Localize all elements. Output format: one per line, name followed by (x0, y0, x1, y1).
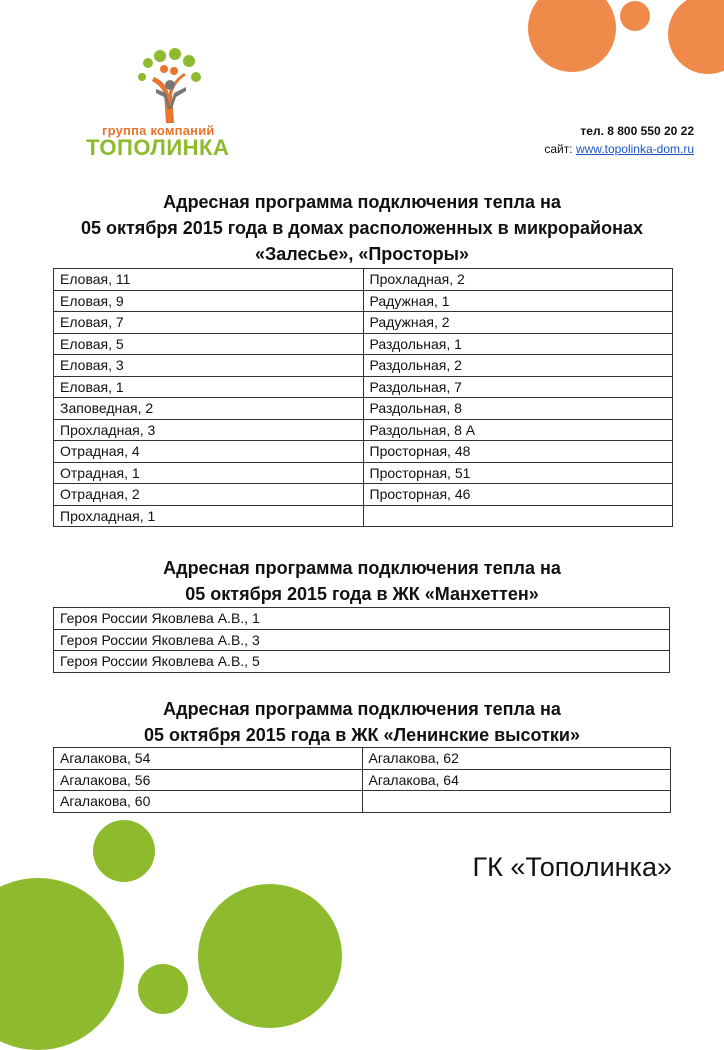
site-label: сайт: (544, 142, 573, 156)
company-logo (86, 47, 252, 159)
table-row (54, 290, 673, 312)
phone-number: тел. 8 800 550 20 22 (580, 124, 694, 138)
title-line: Адресная программа подключения тепла на (163, 558, 561, 578)
address-cell: Героя России Яковлева А.В., 1 (54, 608, 670, 630)
address-cell: Заповедная, 2 (54, 398, 364, 420)
table-row (54, 608, 670, 630)
logo-subtitle: группа компаний (102, 123, 215, 138)
address-cell: Еловая, 7 (54, 312, 364, 334)
address-cell: Просторная, 51 (363, 462, 673, 484)
signature-company: ГК «Тополинка» (472, 852, 672, 882)
title-line: 05 октября 2015 года в ЖК «Манхеттен» (185, 584, 539, 604)
address-cell: Раздольная, 8 (363, 398, 673, 420)
decor-circle-edge-orange (668, 0, 724, 74)
address-cell: Просторная, 48 (363, 441, 673, 463)
address-cell: Агалакова, 64 (362, 769, 671, 791)
section-title-leninskie (0, 696, 724, 748)
address-cell: Агалакова, 56 (54, 769, 363, 791)
decor-circle-small-orange (620, 1, 650, 31)
table-row (54, 333, 673, 355)
address-cell: Агалакова, 54 (54, 748, 363, 770)
address-cell: Прохладная, 3 (54, 419, 364, 441)
logo-brand-name: ТОПОЛИНКА (86, 135, 230, 160)
table-row (54, 355, 673, 377)
address-cell: Отрадная, 2 (54, 484, 364, 506)
decor-circle-green-3 (198, 884, 342, 1028)
address-cell: Раздольная, 2 (363, 355, 673, 377)
address-cell: Раздольная, 7 (363, 376, 673, 398)
address-cell: Еловая, 9 (54, 290, 364, 312)
address-cell: Героя России Яковлева А.В., 3 (54, 629, 670, 651)
table-row (54, 651, 670, 673)
section-title-manhattan (0, 555, 724, 607)
decor-circle-large-orange (528, 0, 616, 72)
address-cell: Героя России Яковлева А.В., 5 (54, 651, 670, 673)
table-row (54, 419, 673, 441)
table-row (54, 748, 671, 770)
address-cell: Отрадная, 1 (54, 462, 364, 484)
site-line (544, 140, 694, 158)
title-line: 05 октября 2015 года в домах расположенных в микрорайонах (80, 218, 644, 238)
address-cell: Прохладная, 1 (54, 505, 364, 527)
address-cell: Отрадная, 4 (54, 441, 364, 463)
address-cell: Еловая, 1 (54, 376, 364, 398)
decor-circle-green-2 (0, 878, 124, 1050)
address-cell: Просторная, 46 (363, 484, 673, 506)
decor-circle-green-4 (138, 964, 188, 1014)
table-row (54, 441, 673, 463)
title-line: Адресная программа подключения тепла на (163, 192, 561, 212)
decor-circle-green-1 (93, 820, 155, 882)
table-row (54, 791, 671, 813)
address-cell: Агалакова, 62 (362, 748, 671, 770)
address-table-leninskie (53, 747, 671, 813)
tree-logo-icon (134, 47, 204, 125)
address-cell: Прохладная, 2 (363, 269, 673, 291)
address-table-manhattan (53, 607, 670, 673)
address-cell: Радужная, 2 (363, 312, 673, 334)
table-row (54, 505, 673, 527)
address-cell: Раздольная, 1 (363, 333, 673, 355)
address-cell: Еловая, 5 (54, 333, 364, 355)
title-line: «Залесье», «Просторы» (254, 244, 470, 264)
table-row (54, 462, 673, 484)
address-table-zalesye (53, 268, 673, 527)
address-cell: Еловая, 3 (54, 355, 364, 377)
table-row (54, 484, 673, 506)
address-cell (362, 791, 671, 813)
title-line: Адресная программа подключения тепла на (163, 699, 561, 719)
site-link[interactable]: www.topolinka-dom.ru (575, 142, 694, 156)
table-row (54, 398, 673, 420)
address-cell (363, 505, 673, 527)
contacts-block (544, 122, 694, 158)
table-row (54, 769, 671, 791)
address-cell: Агалакова, 60 (54, 791, 363, 813)
table-row (54, 376, 673, 398)
table-row (54, 629, 670, 651)
table-row (54, 312, 673, 334)
address-cell: Радужная, 1 (363, 290, 673, 312)
address-cell: Еловая, 11 (54, 269, 364, 291)
table-row (54, 269, 673, 291)
title-line: 05 октября 2015 года в ЖК «Ленинские высотки» (144, 725, 580, 745)
section-title-zalesye (0, 189, 724, 267)
address-cell: Раздольная, 8 А (363, 419, 673, 441)
